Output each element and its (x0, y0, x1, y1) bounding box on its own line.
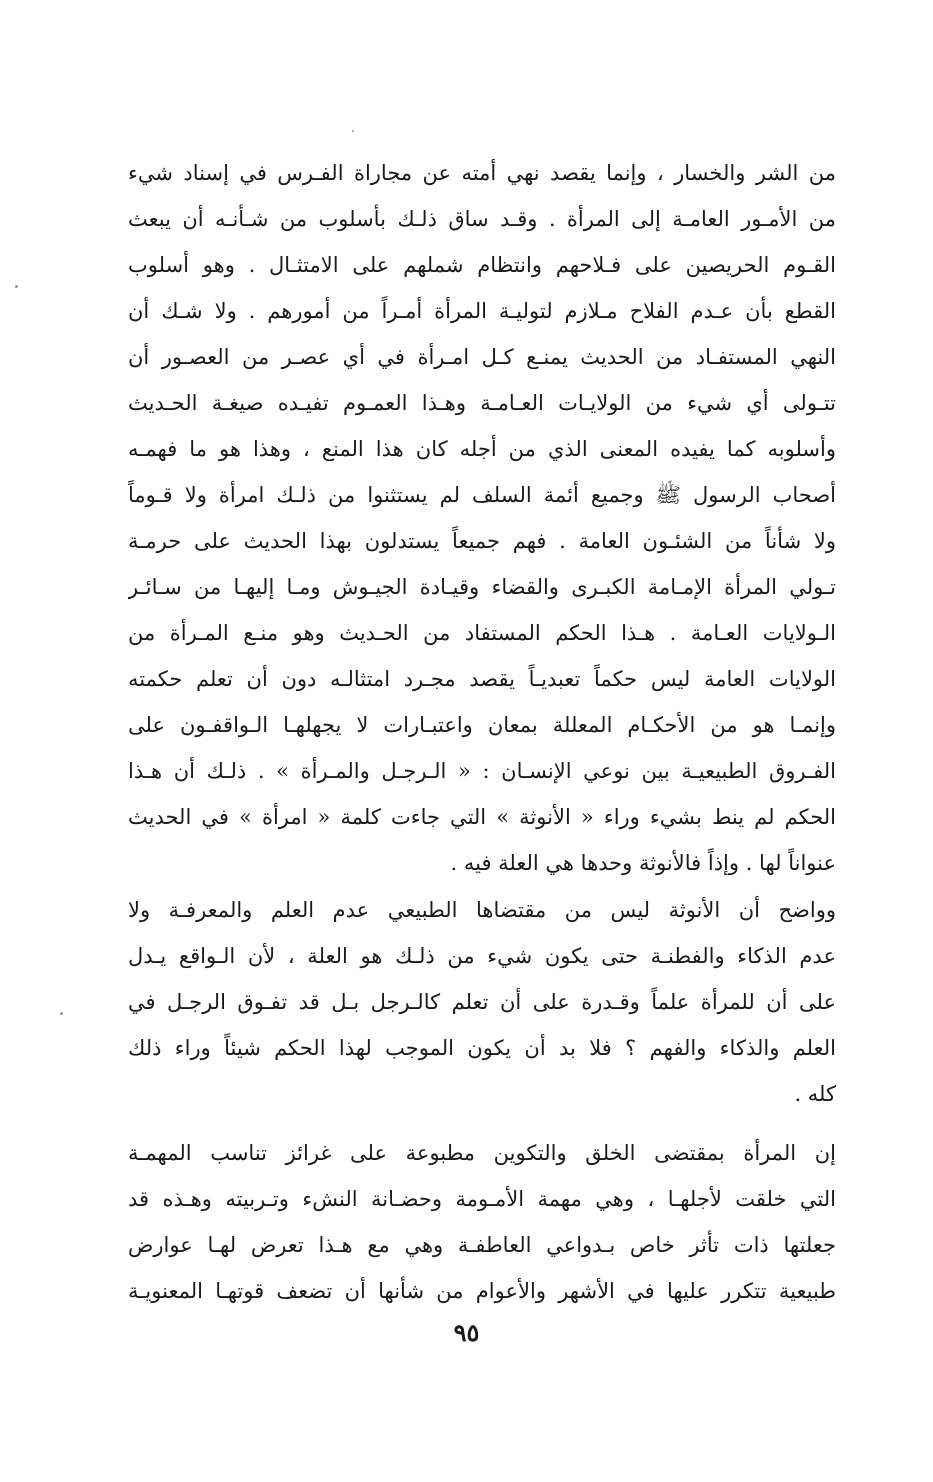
text-line: الولايات العامة ليس حكماً تعبديـاً يقصد مجـرد امتثالـه دون أن تعلم حكمته (128, 667, 836, 691)
scan-speck (15, 285, 18, 288)
text-line: جعلتها ذات تأثر خاص بـدواعي العاطفـة وهي مع هـذا تعرض لهـا عوارض (128, 1233, 836, 1257)
scan-speck (60, 1012, 63, 1015)
text-line: وواضح أن الأنوثة ليس من مقتضاها الطبيعي عدم العلم والمعرفـة ولا (128, 898, 836, 922)
text-line: من الأمـور العامـة إلى المرأة . وقـد ساق ذلـك بأسلوب من شـأنـه أن يبعث (128, 207, 836, 231)
text-line: طبيعية تتكرر عليها في الأشهر والأعوام من شأنها أن تضعف قوتهـا المعنويـة (128, 1279, 836, 1303)
text-line: ولا شأناً من الشئـون العامة . فهم جميعاً يستدلون بهذا الحديث على حرمـة (128, 529, 836, 553)
text-line: عنواناً لها . وإذاً فالأنوثة وحدها هي العلة فيه . (450, 851, 836, 875)
text-line: من الشر والخسار ، وإنما يقصد نهي أمته عن مجاراة الفـرس في إسناد شيء (128, 161, 836, 185)
text-line: تتـولى أي شيء من الولايـات العـامـة وهـذا العمـوم تفيـده صيغـة الحـديث (128, 391, 836, 415)
scan-speck (352, 130, 354, 132)
text-line: القـوم الحريصين على فـلاحهم وانتظام شملهم على الامتثـال . وهو أسلوب (128, 253, 836, 277)
text-line: النهي المستفـاد من الحديث يمنـع كـل امـرأة في أي عصـر من العصـور أن (128, 345, 836, 369)
text-line: الـولايات العـامة . هـذا الحكم المستفاد من الحـديث وهو منـع المـرأة من (128, 621, 836, 645)
text-line: الفـروق الطبيعيـة بين نوعي الإنسـان : « الـرجـل والمـرأة » . ذلـك أن هـذا (128, 759, 836, 783)
text-line: أصحاب الرسول ﷺ وجميع أئمة السلف لم يستثنوا من ذلـك امرأة ولا قـوماً (128, 483, 836, 507)
text-line: التي خلقت لأجلهـا ، وهي مهمة الأمـومة وحضـانة النشء وتـربيته وهـذه قد (128, 1187, 836, 1211)
text-line: القطع بأن عـدم الفلاح مـلازم لتوليـة المرأة أمـراً من أمورهم . ولا شـك أن (128, 299, 836, 323)
text-line: وإنمـا هو من الأحكـام المعللة بمعان واعتبـارات لا يجهلهـا الـواقفـون على (128, 713, 836, 737)
text-line: على أن للمرأة علماً وقـدرة على أن تعلم كالـرجل بـل قد تفـوق الرجـل في (128, 990, 836, 1014)
text-line: إن المرأة بمقتضى الخلق والتكوين مطبوعة على غرائز تناسب المهمـة (128, 1141, 836, 1165)
paragraph-1 (128, 150, 836, 886)
page-number: ٩٥ (453, 1318, 480, 1347)
text-line: العلم والذكاء والفهم ؟ فلا بد أن يكون الموجب لهذا الحكم شيئاً وراء ذلك (128, 1036, 836, 1060)
paragraph-3 (128, 1130, 836, 1314)
text-line: عدم الذكاء والفطنـة حتى يكون شيء من ذلـك هو العلة ، لأن الـواقع يـدل (128, 944, 836, 968)
paragraph-2 (128, 887, 836, 1117)
text-line: وأسلوبه كما يفيده المعنى الذي من أجله كان هذا المنع ، وهذا هو ما فهمـه (128, 437, 836, 461)
text-line: كله . (794, 1082, 836, 1106)
text-line: الحكم لم ينط بشيء وراء « الأنوثة » التي جاءت كلمة « امرأة » في الحديث (128, 805, 836, 829)
text-line: تـولي المرأة الإمـامة الكبـرى والقضاء وقيـادة الجيـوش ومـا إليهـا من سـائـر (128, 575, 836, 599)
